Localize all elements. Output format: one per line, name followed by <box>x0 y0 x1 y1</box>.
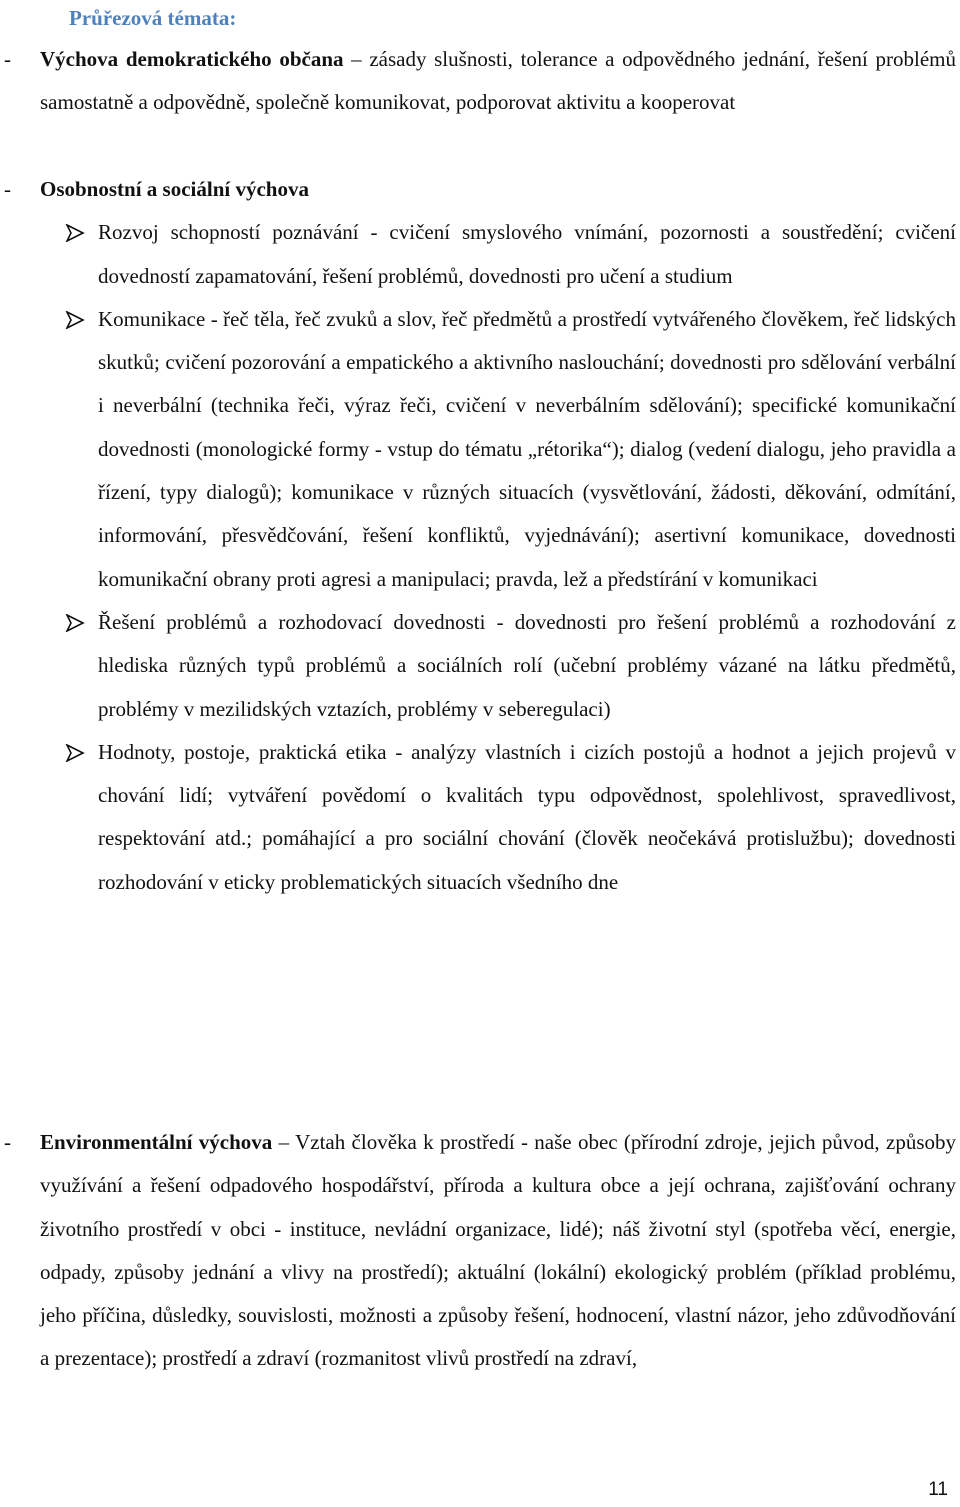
sub-item-communication <box>0 298 960 601</box>
sub-item-values-ethics <box>0 731 960 904</box>
list-item-personal-social <box>0 168 960 904</box>
dash-bullet: - <box>4 177 11 201</box>
sub-item-problem-solving <box>0 601 960 731</box>
sub-item-text: Komunikace - řeč těla, řeč zvuků a slov, řeč předmětů a prostředí vytvářeného člověkem, řeč lidských skutků; cvičení pozorování a empatického a aktivního naslouchání; dovednosti pro sdělování verbální i neverbální (technika řeči, výraz řeči, cvičení v neverbálním sdělování); specifické komunikační dovednosti (monologické formy - vstup do tématu „rétorika“); dialog (vedení dialogu, jeho pravidla a řízení, typy dialogů); komunikace v různých situacích (vysvětlování, žádosti, děkování, odmítání, informování, přesvědčování, řešení konfliktů, vyjednávání); asertivní komunikace, dovednosti komunikační obrany proti agresi a manipulaci; pravda, lež a předstírání v komunikaci <box>98 306 956 591</box>
arrowhead-bullet-icon <box>65 311 85 329</box>
list-item-body: – Vztah člověka k prostředí - naše obec (přírodní zdroje, jejich původ, způsoby využívání a řešení odpadového hospodářství, příroda a kultura obce a její ochrana, zajišťování ochrany životního prostředí v obci - instituce, nevládní organizace, lidé); náš životní styl (spotřeba věcí, energie, odpady, způsoby jednání a vlivy na prostředí); aktuální (lokální) ekologický problém (příklad problému, jeho příčina, důsledky, souvislosti, možnosti a způsoby řešení, hodnocení, vlastní názor, jeho zdůvodňování a prezentace); prostředí a zdraví (rozmanitost vlivů prostředí na zdraví, <box>40 1130 956 1371</box>
list-item-text <box>40 1121 956 1381</box>
list-item-title: Osobnostní a sociální výchova <box>40 177 309 201</box>
list-item-text <box>40 168 960 211</box>
arrowhead-bullet-icon <box>65 744 85 762</box>
section-heading: Průřezová témata: <box>69 6 237 30</box>
sub-item-cognition <box>0 211 960 298</box>
sub-item-text: Hodnoty, postoje, praktická etika - analýzy vlastních i cizích postojů a hodnot a jejich projevů v chování lidí; vytváření povědomí o kvalitách typu odpovědnost, spolehlivost, spravedlivost, respektování atd.; pomáhající a pro sociální chování (člověk neočekává protislužbu); dovednosti rozhodování v eticky problematických situacích všedního dne <box>98 739 956 894</box>
list-item-title: Environmentální výchova <box>40 1130 273 1154</box>
arrowhead-bullet-icon <box>65 224 85 242</box>
list-item-environmental <box>0 1121 960 1381</box>
sub-item-text: Řešení problémů a rozhodovací dovednosti - dovednosti pro řešení problémů a rozhodování z hlediska různých typů problémů a sociálních rolí (učební problémy vázané na látku předmětů, problémy v mezilidských vztazích, problémy v seberegulaci) <box>98 609 956 721</box>
page-number: 11 <box>928 1479 948 1500</box>
list-item-text <box>40 38 956 125</box>
dash-bullet: - <box>4 1130 11 1154</box>
list-item-democratic-citizen <box>0 38 960 125</box>
sub-item-text: Rozvoj schopností poznávání - cvičení smyslového vnímání, pozornosti a soustředění; cvičení dovedností zapamatování, řešení problémů, dovednosti pro učení a studium <box>98 220 956 288</box>
list-item-body: – zásady slušnosti, tolerance a odpovědného jednání, řešení problémů samostatně a odpovědně, společně komunikovat, podporovat aktivitu a kooperovat <box>40 47 956 115</box>
sub-list <box>0 211 960 904</box>
list-item-title: Výchova demokratického občana <box>40 47 344 71</box>
arrowhead-bullet-icon <box>65 614 85 632</box>
dash-bullet: - <box>4 47 11 71</box>
